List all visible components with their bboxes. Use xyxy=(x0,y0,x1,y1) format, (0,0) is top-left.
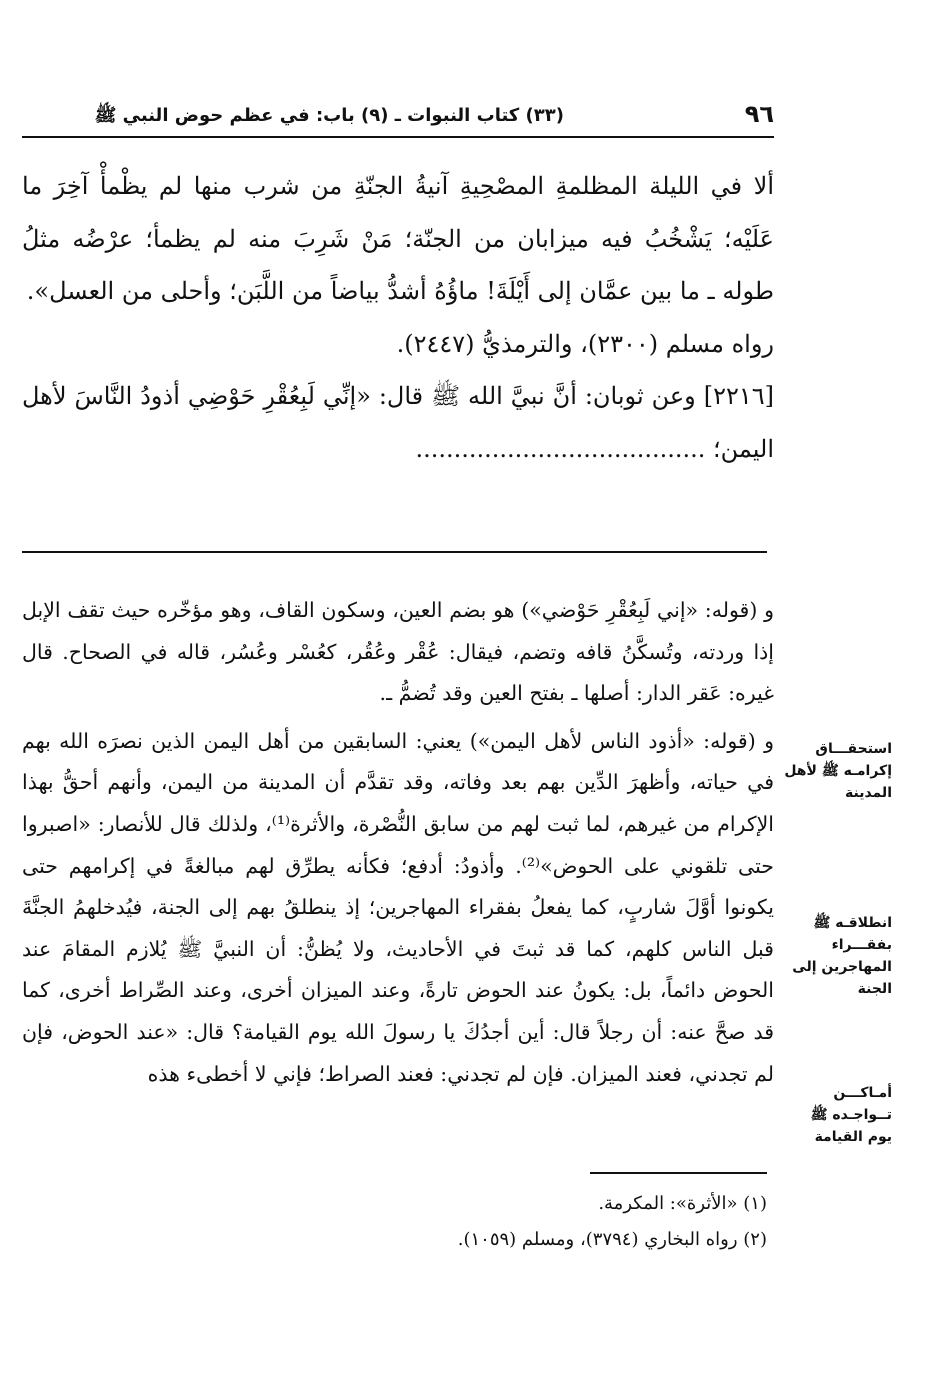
sidenote-madina-honor: استحقـــاق إكرامـه ﷺ لأهل المدينة xyxy=(784,741,892,801)
header-title: (٣٣) كتاب النبوات ـ (٩) باب: في عظم حوض النبي ﷺ xyxy=(94,105,564,126)
hadith-source: رواه مسلم (٢٣٠٠)، والترمذيُّ (٢٤٤٧). xyxy=(396,329,774,358)
commentary-paragraph-2: و (قوله: «أذود الناس لأهل اليمن») يعني: السابقين من أهل اليمن الذين نصرَه الله بهم في حياته، وأظهرَ الدِّين بهم بعد وفاته، وقد تقدَّم أن المدينة من اليمن، وأنهم أحقُّ بهذا الإكرام من غيرهم، لما ثبت لهم من سابق النُّصْرة، والأثرة⁽¹⁾، ولذلك قال للأنصار: «اصبروا حتى تلقوني على الحوض»⁽²⁾. وأذودُ: أدفع؛ فكأنه يطرِّق لهم مبالغةً في إكرامهم حتى يكونوا أوَّلَ شاربٍ، كما يفعلُ بفقراء المهاجرين؛ إذ ينطلقُ بهم إلى الجنة، فيُدخلهمُ الجنَّةَ قبل الناس كلهم، كما قد ثبتَ في الأحاديث، ولا يُظنُّ: أن النبيَّ ﷺ يُلازم المقامَ عند الحوض دائماً، بل: يكونُ عند الحوض تارةً، وعند الميزان أخرى، وعند الصِّراط أخرى، كما قد صحَّ عنه: أن رجلاً قال: أين أجدُكَ يا رسولَ الله يوم القيامة؟ قال: «عند الحوض، فإن لم تجدني، فعند الميزان. فإن لم تجدني: فعند الصراط؛ فإني لا أخطىء هذه xyxy=(22,728,774,1086)
footnote-1: (١) «الأثرة»: المكرمة. xyxy=(598,1193,767,1214)
commentary xyxy=(22,590,774,1095)
running-header xyxy=(22,96,774,138)
sidenote-muhajirin: انطلاقـه ﷺ بفقـــراء المهاجرين إلى الجنة xyxy=(792,915,892,997)
page-number: ٩٦ xyxy=(744,100,774,128)
commentary-paragraph-1: و (قوله: «إني لَبِعُقْرِ حَوْضي») هو بضم العين، وسكون القاف، وهو مؤخّره حيث تقف الإبل إذا وردته، وتُسكَّنُ قافه وتضم، فيقال: عُقْر وعُقُر، كعُسْر وعُسُر، قاله في الصحاح. قال غيره: عَقر الدار: أصلها ـ بفتح العين وقد تُضمُّ ـ. xyxy=(22,598,774,706)
hadith-2216: [٢٢١٦] وعن ثوبان: أنَّ نبيَّ الله ﷺ قال: «إنِّي لَبِعُقْرِ حَوْضِي أذودُ النَّاسَ لأهل اليمن؛ ...................................... xyxy=(22,382,774,463)
footnote-2: (٢) رواه البخاري (٣٧٩٤)، ومسلم (١٠٥٩). xyxy=(457,1229,767,1250)
footnotes xyxy=(22,1186,767,1258)
sidenote-resurrection-places: أمـاكـــن تــواجـده ﷺ يوم القيامة xyxy=(810,1085,892,1145)
hadith-continuation: ألا في الليلة المظلمةِ المصْحِيةِ آنيةُ الجنّةِ من شرب منها لم يظْمأْ آخِرَ ما عَلَيْه؛ يَشْخُبُ فيه ميزابان من الجنّة؛ مَنْ شَرِبَ منه لم يظمأ؛ عرْضُه مثلُ طوله ـ ما بين عمَّان إلى أَيْلَةَ! ماؤُهُ أشدُّ بياضاً من اللَّبَن؛ وأحلى من العسل». xyxy=(22,172,774,305)
main-hadith-text xyxy=(22,160,774,475)
main-text-divider xyxy=(22,551,767,553)
footnote-divider xyxy=(590,1172,767,1174)
